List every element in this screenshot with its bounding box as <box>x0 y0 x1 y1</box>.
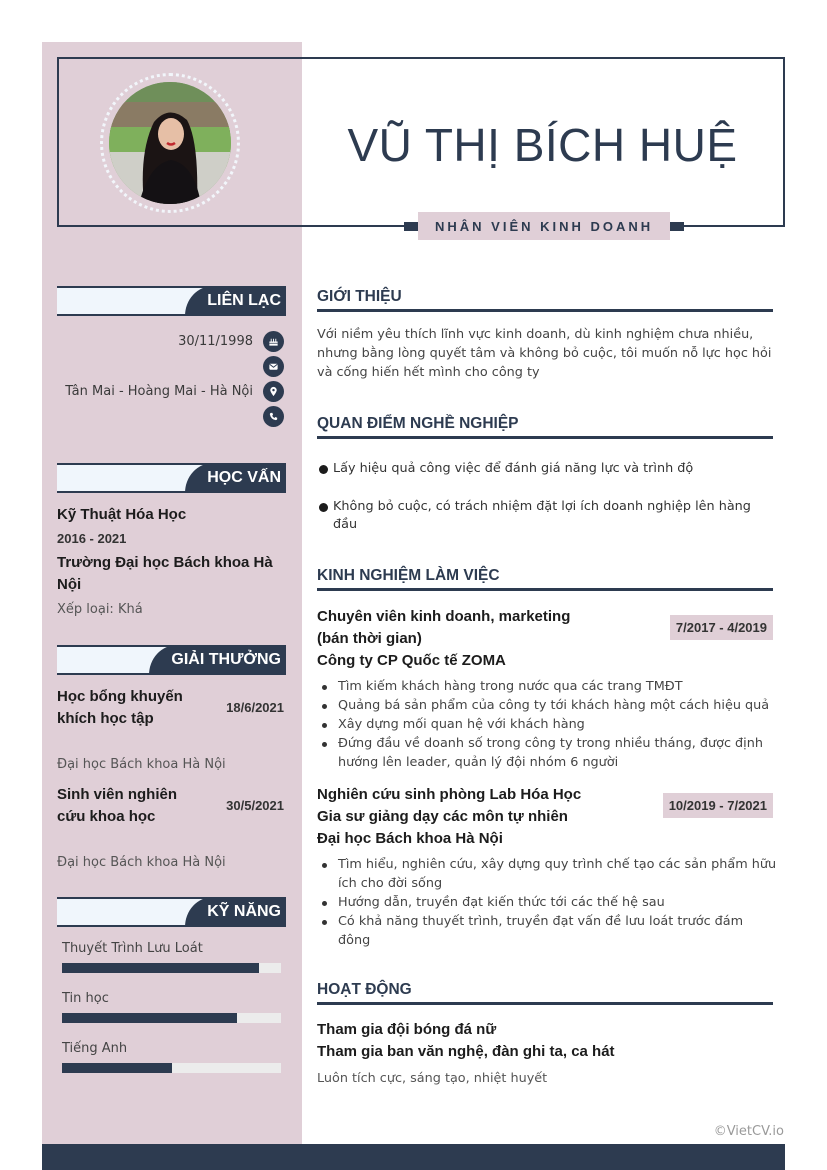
profile-photo-icon <box>109 82 231 204</box>
section-header-skills <box>57 897 286 927</box>
award-date: 30/5/2021 <box>226 798 284 813</box>
section-title: QUAN ĐIỂM NGHỀ NGHIỆP <box>317 415 519 439</box>
job-role: Chuyên viên kinh doanh, marketing <box>317 608 571 625</box>
award-date: 18/6/2021 <box>226 700 284 715</box>
job-company: Đại học Bách khoa Hà Nội <box>317 830 503 847</box>
education-grade: Xếp loại: Khá <box>57 602 143 617</box>
job-title: NHÂN VIÊN KINH DOANH <box>418 212 670 240</box>
job-bullet: Xây dựng mối quan hệ với khách hàng <box>317 715 777 734</box>
skill-bar-fill <box>62 1013 237 1023</box>
birthday-cake-icon <box>263 331 284 352</box>
job-company: Công ty CP Quốc tế ZOMA <box>317 652 506 669</box>
activity-item: Tham gia đội bóng đá nữ <box>317 1021 497 1038</box>
section-title: HỌC VẤN <box>185 463 286 493</box>
skill-bar-fill <box>62 963 259 973</box>
job-bullet: Có khả năng thuyết trình, truyền đạt vấn đề lưu loát trước đám đông <box>317 912 777 950</box>
job-bullets <box>317 677 777 772</box>
section-title: LIÊN LẠC <box>185 286 286 316</box>
section-header-career-view <box>317 413 773 439</box>
award-title: Sinh viên nghiên cứu khoa học <box>57 786 178 825</box>
skill-bar <box>62 1013 281 1023</box>
section-header-education <box>57 463 286 493</box>
header-divider-line <box>680 225 785 227</box>
footer-bar <box>42 1144 785 1170</box>
section-title: GIẢI THƯỞNG <box>149 645 286 675</box>
job-bullet: Tìm kiếm khách hàng trong nước qua các trang TMĐT <box>317 677 777 696</box>
job-bullet: Đứng đầu về doanh số trong công ty trong nhiều tháng, được định hướng lên leader, quản lý đội nhóm 6 người <box>317 734 777 772</box>
section-title: HOẠT ĐỘNG <box>317 981 412 1005</box>
skill-bar <box>62 1063 281 1073</box>
section-header-awards <box>57 645 286 675</box>
ribbon-cap-left <box>404 222 418 231</box>
section-title: GIỚI THIỆU <box>317 288 402 312</box>
job-bullet: Quảng bá sản phẩm của công ty tới khách hàng một cách hiệu quả <box>317 696 777 715</box>
activity-item: Tham gia ban văn nghệ, đàn ghi ta, ca hát <box>317 1043 615 1060</box>
skill-label: Thuyết Trình Lưu Loát <box>62 941 203 956</box>
job-date-badge: 7/2017 - 4/2019 <box>670 615 773 640</box>
contact-birthday: 30/11/1998 <box>178 334 253 349</box>
section-title: KỸ NĂNG <box>185 897 286 927</box>
skill-bar-fill <box>62 1063 172 1073</box>
map-pin-icon <box>263 381 284 402</box>
avatar <box>109 82 231 204</box>
section-header-contact <box>57 286 286 316</box>
phone-icon <box>263 406 284 427</box>
ribbon-cap-right <box>670 222 684 231</box>
career-view-item: Lấy hiệu quả công việc để đánh giá năng lực và trình độ <box>317 460 773 478</box>
award-title: Học bổng khuyến khích học tập <box>57 688 183 727</box>
career-view-item: Không bỏ cuộc, có trách nhiệm đặt lợi ích doanh nghiệp lên hàng đầu <box>317 498 773 534</box>
section-header-intro <box>317 286 773 312</box>
candidate-name: VŨ THỊ BÍCH HUỆ <box>347 119 738 171</box>
activity-note: Luôn tích cực, sáng tạo, nhiệt huyết <box>317 1071 548 1086</box>
job-bullets <box>317 855 777 950</box>
job-title-ribbon <box>404 212 684 240</box>
contact-address: Tân Mai - Hoàng Mai - Hà Nội <box>65 384 253 399</box>
job-role: Gia sư giảng dạy các môn tự nhiên <box>317 808 568 825</box>
education-school: Trường Đại học Bách khoa Hà Nội <box>57 554 273 593</box>
award-org: Đại học Bách khoa Hà Nội <box>57 757 226 772</box>
education-years: 2016 - 2021 <box>57 531 127 546</box>
section-header-activities <box>317 979 773 1005</box>
award-org: Đại học Bách khoa Hà Nội <box>57 855 226 870</box>
job-role-note: (bán thời gian) <box>317 630 422 647</box>
job-bullet: Tìm hiểu, nghiên cứu, xây dựng quy trình chế tạo các sản phẩm hữu ích cho đời sống <box>317 855 777 893</box>
skill-bar <box>62 963 281 973</box>
job-role: Nghiên cứu sinh phòng Lab Hóa Học <box>317 786 582 803</box>
watermark: ©VietCV.io <box>713 1124 784 1139</box>
education-major: Kỹ Thuật Hóa Học <box>57 506 187 523</box>
job-entry-header <box>317 606 773 672</box>
section-title: KINH NGHIỆM LÀM VIỆC <box>317 567 500 591</box>
envelope-icon <box>263 356 284 377</box>
intro-text: Với niềm yêu thích lĩnh vực kinh doanh, dù kinh nghiệm chưa nhiều, nhưng bằng lòng quyết tâm và không bỏ cuộc, tôi muốn nỗ lực học hỏi và cống hiến hết mình cho công ty <box>317 327 772 380</box>
job-entry-header <box>317 784 773 850</box>
job-bullet: Hướng dẫn, truyền đạt kiến thức tới các thế hệ sau <box>317 893 777 912</box>
section-header-experience <box>317 565 773 591</box>
job-date-badge: 10/2019 - 7/2021 <box>663 793 773 818</box>
skill-label: Tin học <box>62 991 109 1006</box>
skill-label: Tiếng Anh <box>62 1041 128 1056</box>
